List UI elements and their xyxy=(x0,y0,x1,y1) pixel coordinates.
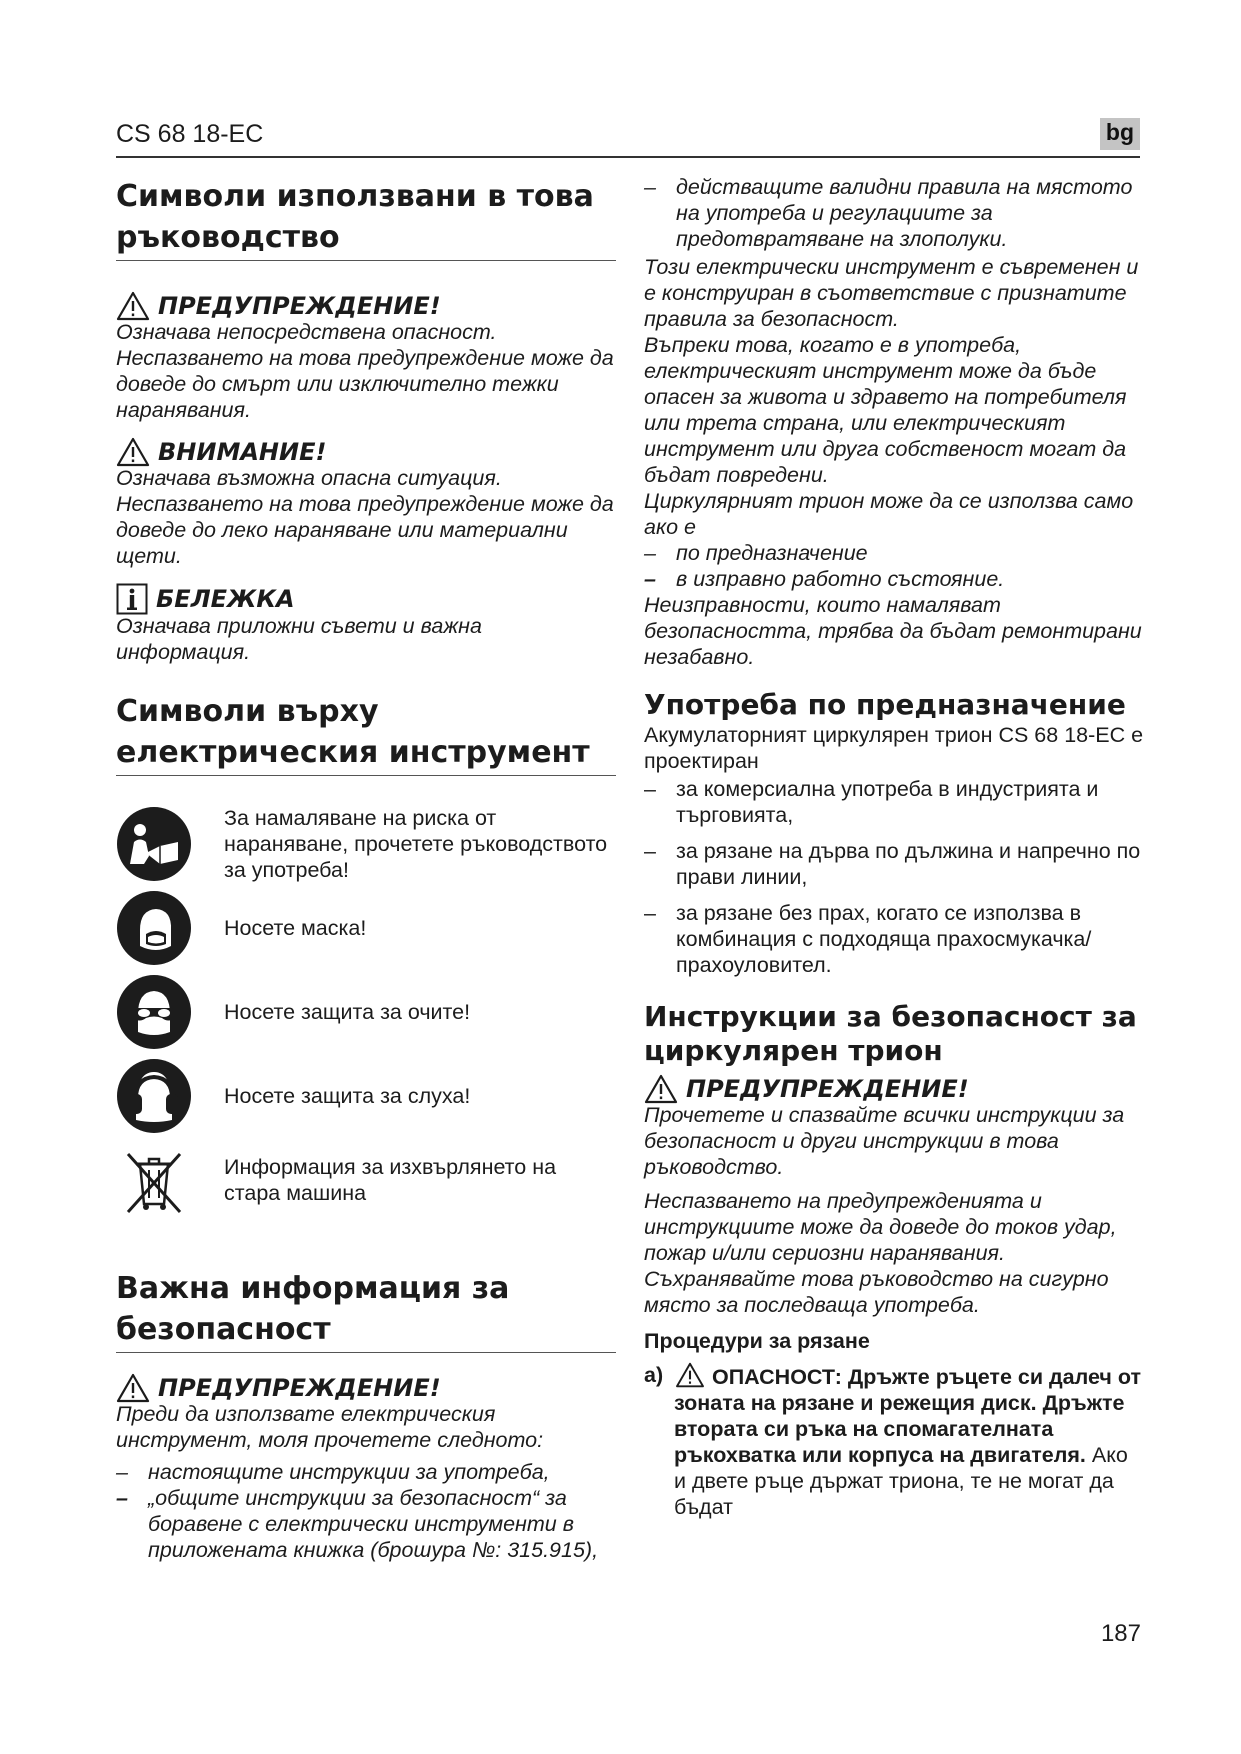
warning-title xyxy=(644,1074,1144,1104)
list-text: действащите валидни правила на мястото на употреба и регулациите за предотвратяване на злополуки. xyxy=(676,175,1133,251)
hearing-protection-icon xyxy=(116,1058,192,1134)
list-dash: – xyxy=(644,901,656,925)
warning-title xyxy=(116,1373,616,1403)
list-item xyxy=(116,1459,616,1485)
list-text: за комерсиална употреба в индустрията и търговията, xyxy=(676,777,1099,827)
list-text: за рязане без прах, когато се използва в комбинация с подходяща прахосмукачка/ прахоуловител. xyxy=(676,901,1092,977)
caution-text: Означава възможна опасна ситуация. Неспазването на това предупреждение може да доведе до леко нараняване или материални щети. xyxy=(116,466,614,568)
list-item-a xyxy=(644,1362,1144,1520)
section-title-safety-info: Важна информация за безопасност xyxy=(116,1268,616,1353)
read-manual-icon xyxy=(116,806,192,882)
warning-text: Означава непосредствена опасност. Неспазването на това предупреждение може да доведе до смърт или изключително тежки наранявания. xyxy=(116,320,614,422)
warning-triangle-icon xyxy=(116,1373,150,1403)
eye-protection-icon xyxy=(116,974,192,1050)
item-text: Ако и двете ръце държат триона, те не могат да бъдат xyxy=(674,1443,1128,1519)
list-item xyxy=(644,174,1144,252)
list-dash: – xyxy=(644,175,656,199)
symbol-row xyxy=(116,1138,616,1222)
symbol-text: Носете защита за слуха! xyxy=(224,1084,471,1108)
section-title-safety-instructions: Инструкции за безопасност за циркулярен трион xyxy=(644,1000,1137,1067)
list-item xyxy=(644,838,1144,890)
paragraph: Неизправности, които намаляват безопасността, трябва да бъдат ремонтирани незабавно. xyxy=(644,593,1142,669)
section-title-tool-symbols: Символи върху електрическия инструмент xyxy=(116,691,616,776)
list-text: в изправно работно състояние. xyxy=(676,567,1005,591)
symbol-text: За намаляване на риска от нараняване, прочетете ръководството за употреба! xyxy=(224,806,608,882)
note-title xyxy=(116,583,616,615)
paragraph: Въпреки това, когато е в употреба, електрическият инструмент може да бъде опасен за живота и здравето на потребителя или трета страна, или електрическият инструмент или друга собственост могат да бъдат повредени. xyxy=(644,333,1127,487)
list-text: „общите инструкции за безопасност“ за боравене с електрически инструменти в приложената книжка (брошура №: 315.915), xyxy=(148,1486,599,1562)
right-column xyxy=(644,176,1144,1520)
language-badge: bg xyxy=(1100,118,1140,150)
symbol-row xyxy=(116,1054,616,1138)
paragraph: Акумулаторният циркулярен трион CS 68 18-EC е проектиран xyxy=(644,723,1144,773)
warning-title xyxy=(116,291,616,321)
paragraph: Неспазването на предупрежденията и инструкциите може да доведе до токов удар, пожар и/или сериозни наранявания. Съхранявайте това ръководство на сигурно място за последваща употреба. xyxy=(644,1189,1117,1317)
symbol-text: Информация за изхвърлянето на стара машина xyxy=(224,1155,557,1205)
list-item xyxy=(644,900,1144,978)
list-dash: – xyxy=(644,541,656,565)
note-text: Означава приложни съвети и важна информация. xyxy=(116,614,482,664)
warning-text: Преди да използвате електрическия инструмент, моля прочетете следното: xyxy=(116,1402,544,1452)
symbol-row xyxy=(116,886,616,970)
caution-triangle-icon xyxy=(116,437,150,467)
list-dash: – xyxy=(116,1486,128,1510)
symbol-text: Носете защита за очите! xyxy=(224,1000,471,1024)
list-letter: a) xyxy=(644,1363,664,1387)
symbol-list xyxy=(116,802,616,1222)
info-icon xyxy=(116,583,148,615)
page-number: 187 xyxy=(1100,1620,1141,1647)
symbol-text: Носете маска! xyxy=(224,916,367,940)
caution-label: ВНИМАНИЕ! xyxy=(158,438,327,466)
list-text: за рязане на дърва по дължина и напречно по прави линии, xyxy=(676,839,1141,889)
paragraph: Циркулярният трион може да се използва само ако е xyxy=(644,489,1134,539)
model-name: CS 68 18-EC xyxy=(116,120,264,148)
note-label: БЕЛЕЖКА xyxy=(156,585,295,613)
mask-icon xyxy=(116,890,192,966)
list-dash: – xyxy=(644,777,656,801)
list-dash: – xyxy=(644,839,656,863)
list-item xyxy=(644,776,1144,828)
warning-label: ПРЕДУПРЕЖДЕНИЕ! xyxy=(686,1075,969,1103)
list-dash: – xyxy=(644,567,656,591)
list-item xyxy=(116,1485,616,1563)
section-title-intended-use: Употреба по предназначение xyxy=(644,688,1126,721)
list-item xyxy=(644,566,1144,592)
warning-triangle-icon xyxy=(116,291,150,321)
paragraph: Този електрически инструмент е съвременен и е конструиран в съответствие с признатите правила за безопасност. xyxy=(644,255,1139,331)
list-dash: – xyxy=(116,1460,128,1484)
warning-text: Прочетете и спазвайте всички инструкции за безопасност и други инструкции в това ръководство. xyxy=(644,1103,1125,1179)
list-text: настоящите инструкции за употреба, xyxy=(148,1460,550,1484)
left-column xyxy=(116,176,616,1563)
list-text: по предназначение xyxy=(676,541,868,565)
symbol-row xyxy=(116,970,616,1054)
disposal-bin-icon xyxy=(116,1142,192,1218)
section-title-symbols-manual: Символи използвани в това ръководство xyxy=(116,176,616,261)
subheading-cutting-procedures: Процедури за рязане xyxy=(644,1329,870,1353)
page-header xyxy=(116,118,1140,158)
item-bold-text: ОПАСНОСТ: Дръжте ръцете си далеч от зоната на рязане и режещия диск. Дръжте втората си ръка на спомагателната ръкохватка или корпуса на двигателя. xyxy=(674,1365,1142,1467)
warning-label: ПРЕДУПРЕЖДЕНИЕ! xyxy=(158,1374,441,1402)
warning-label: ПРЕДУПРЕЖДЕНИЕ! xyxy=(158,292,441,320)
warning-triangle-icon xyxy=(644,1074,678,1104)
list-item xyxy=(644,540,1144,566)
symbol-row xyxy=(116,802,616,886)
caution-title xyxy=(116,437,616,467)
danger-triangle-icon xyxy=(674,1362,706,1388)
